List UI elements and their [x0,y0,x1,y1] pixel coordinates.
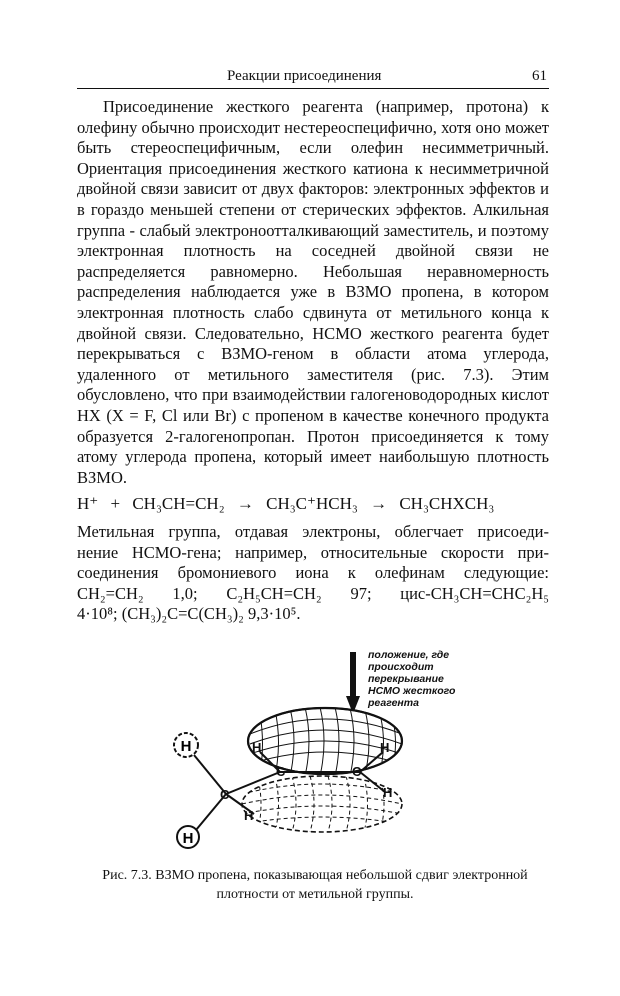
equation-plus: + [110,494,121,513]
paragraph-2 [77,522,549,625]
paragraph-2-line-3: соединения бромониевого иона к олефинам следующие: [77,563,549,583]
atom-label-c-center: C [276,764,286,779]
atom-label-h-top-left: H [180,738,192,755]
paragraph-2-line-2: нение НСМО-гена; например, относительные скорости при- [77,542,549,562]
reaction-equation [77,493,549,515]
atom-label-h-bottom-left: H [182,830,194,847]
paragraph-2-line-5: 4·10⁸; (CH₃)₂C=C(CH₃)₂ 9,3·10⁵. [77,604,301,624]
figure-annotation: положение, где происходит перекрывание НСМО жесткого реагента [368,649,456,709]
paragraph-2-line-1: Метильная группа, отдавая электроны, облегчает присоеди- [77,522,549,541]
running-header [77,64,549,89]
atom-label-h3: H [383,785,393,800]
lower-orbital-lobe [242,776,402,832]
figure-caption: Рис. 7.3. ВЗМО пропена, показывающая небольшой сдвиг электронной плотности от метильной группы. [102,868,528,902]
atom-label-h4: H [244,808,254,823]
equation-arrow-1: → [236,494,254,513]
atom-label-h2: H [380,740,390,755]
running-header-title: Реакции присоединения [227,68,382,84]
atom-label-c-methyl: C [220,787,230,802]
upper-orbital-lobe [248,707,402,776]
equation-arrow-2: → [370,494,388,513]
atom-label-h1: H [252,740,262,755]
body-text [77,97,549,488]
equation-reactant-2: CH₃CH=CH₂ [132,494,225,513]
propene-homo-diagram [140,644,480,847]
atom-label-c-terminal: C [352,764,362,779]
paragraph-2-line-4: CH₂=CH₂ 1,0; C₂H₅CH=CH₂ 97; цис-CH₃CH=CHC₂H₅ [77,583,549,603]
equation-product: CH₃CHXCH₃ [399,494,495,513]
equation-reactant-1: H⁺ [77,494,99,513]
paragraph-1: Присоединение жесткого реагента (например, протона) к олефину обычно происходит нестереоспецифично, хотя оно может быть стереоспецифичным, если олефин несимметричный. Ориентация присоединения жесткого катиона к несимметричной двойной связи зависит от двух факторов: электронных эффектов и в гораздо меньшей степени от стерических эффектов. Алкильная группа - слабый электроноотталкивающий заместитель, и поэтому электронная плотность на соседней двойной связи не распределяется равномерно. Небольшая неравномерность распределения наблюдается уже в ВЗМО пропена, в котором электронная плотность слабо сдвинута от метильного конца к двойной связи. Следовательно, НСМО жесткого реагента будет перекрываться с ВЗМО-геном в области атома углерода, удаленного от метильного заместителя (рис. 7.3). Этим обусловлено, что при взаимодействии галогеноводородных кислот HX (X = F, Cl или Br) с пропеном в качестве конечного продукта образуется 2-галогенопропан. Протон присоединяется к тому атому углерода пропена, который имеет наибольшую плотность ВЗМО. [77,97,549,487]
equation-intermediate: CH₃C⁺HCH₃ [266,494,358,513]
page-number: 61 [532,68,547,84]
methyl-hydrogens [174,733,199,848]
